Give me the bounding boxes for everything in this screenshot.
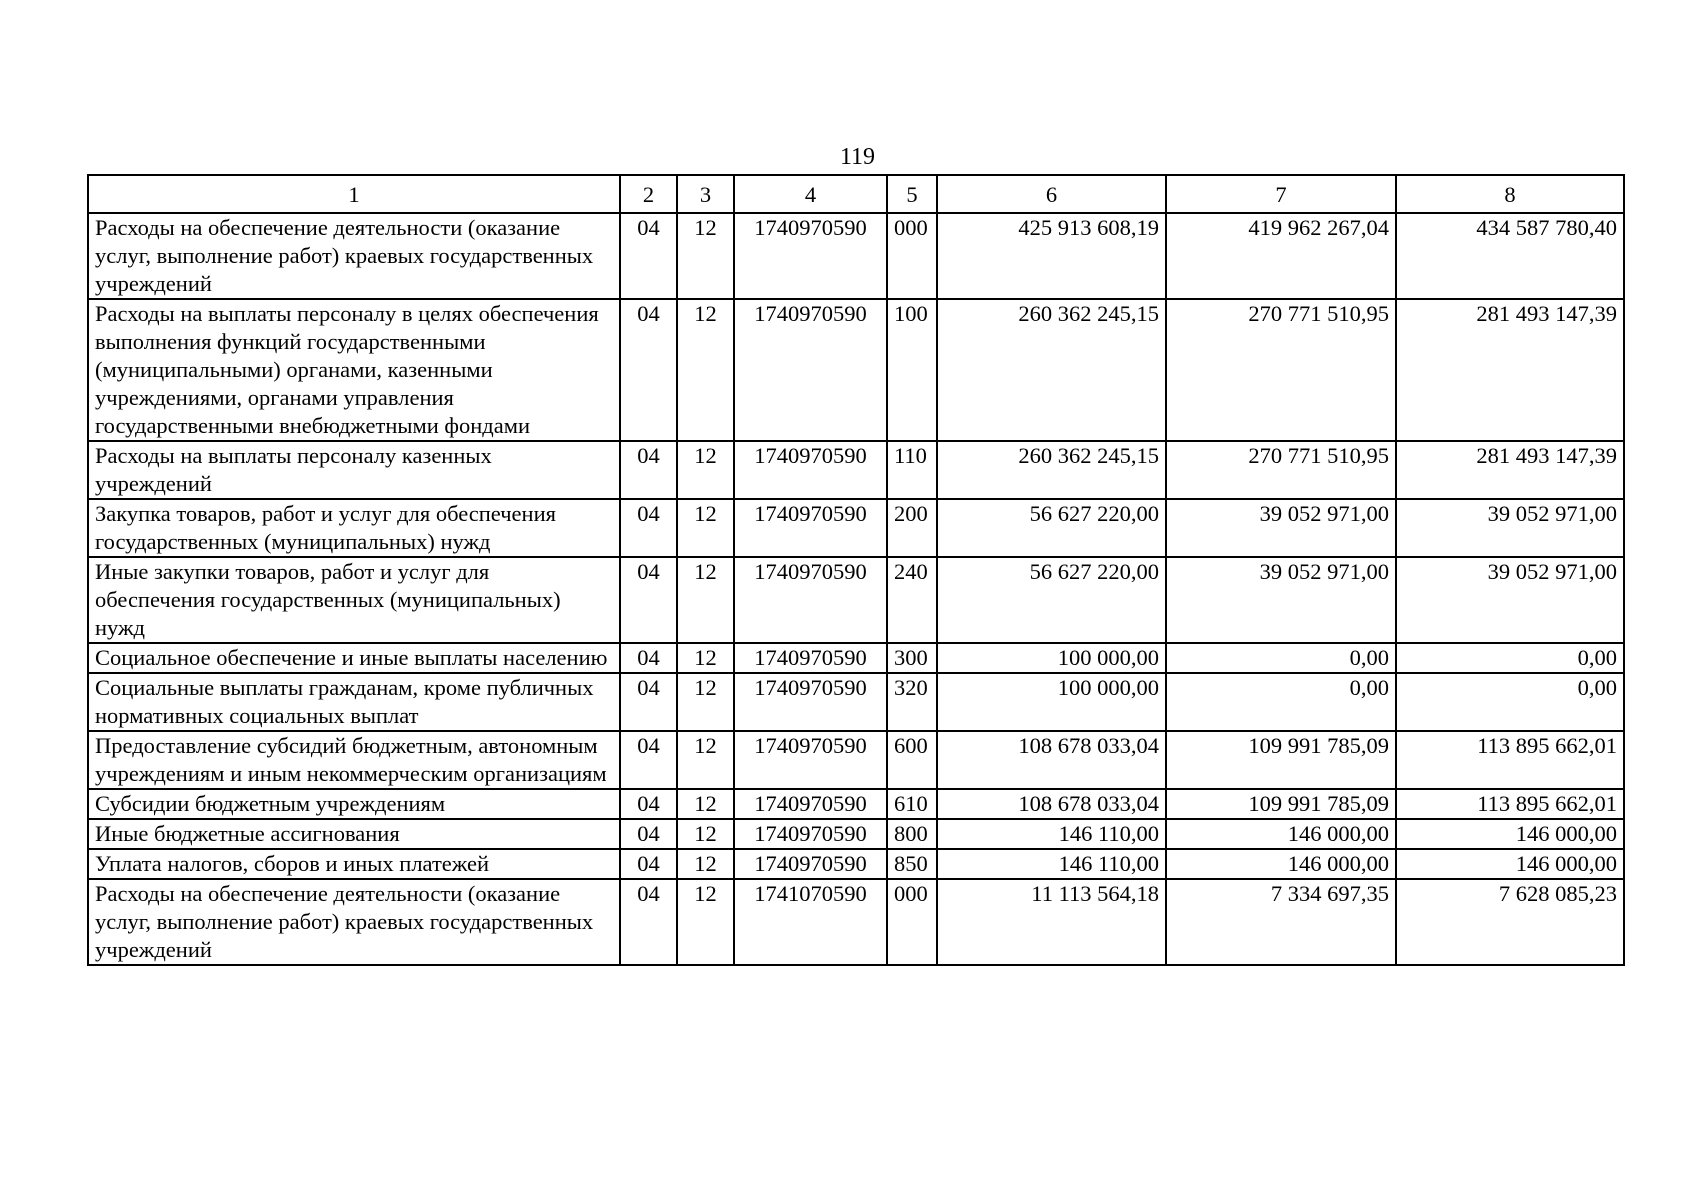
expense-type-cell: 100 xyxy=(887,299,937,441)
expense-name-cell: Субсидии бюджетным учреждениям xyxy=(88,789,620,819)
column-header: 8 xyxy=(1396,175,1624,213)
amount-cell: 425 913 608,19 xyxy=(937,213,1166,299)
section-code-cell: 04 xyxy=(620,673,677,731)
expense-type-cell: 600 xyxy=(887,731,937,789)
target-article-cell: 1740970590 xyxy=(734,819,887,849)
expense-name-cell: Расходы на обеспечение деятельности (оказание услуг, выполнение работ) краевых государственных учреждений xyxy=(88,213,620,299)
amount-cell: 260 362 245,15 xyxy=(937,299,1166,441)
amount-cell: 39 052 971,00 xyxy=(1396,499,1624,557)
expense-type-cell: 300 xyxy=(887,643,937,673)
expense-type-cell: 110 xyxy=(887,441,937,499)
amount-cell: 109 991 785,09 xyxy=(1166,731,1396,789)
subsection-code-cell: 12 xyxy=(677,557,734,643)
amount-cell: 109 991 785,09 xyxy=(1166,789,1396,819)
table-row xyxy=(88,673,1624,731)
amount-cell: 39 052 971,00 xyxy=(1166,499,1396,557)
page-number: 119 xyxy=(839,144,876,170)
amount-cell: 146 000,00 xyxy=(1166,819,1396,849)
expense-type-cell: 000 xyxy=(887,879,937,965)
amount-cell: 0,00 xyxy=(1166,673,1396,731)
target-article-cell: 1740970590 xyxy=(734,849,887,879)
table-row xyxy=(88,213,1624,299)
section-code-cell: 04 xyxy=(620,213,677,299)
subsection-code-cell: 12 xyxy=(677,213,734,299)
section-code-cell: 04 xyxy=(620,819,677,849)
table-row xyxy=(88,849,1624,879)
column-header: 1 xyxy=(88,175,620,213)
target-article-cell: 1740970590 xyxy=(734,299,887,441)
section-code-cell: 04 xyxy=(620,879,677,965)
amount-cell: 146 110,00 xyxy=(937,819,1166,849)
section-code-cell: 04 xyxy=(620,499,677,557)
amount-cell: 56 627 220,00 xyxy=(937,557,1166,643)
expense-type-cell: 850 xyxy=(887,849,937,879)
subsection-code-cell: 12 xyxy=(677,673,734,731)
target-article-cell: 1740970590 xyxy=(734,643,887,673)
table-row xyxy=(88,731,1624,789)
amount-cell: 419 962 267,04 xyxy=(1166,213,1396,299)
table-row xyxy=(88,299,1624,441)
section-code-cell: 04 xyxy=(620,643,677,673)
subsection-code-cell: 12 xyxy=(677,299,734,441)
table-row xyxy=(88,819,1624,849)
amount-cell: 11 113 564,18 xyxy=(937,879,1166,965)
subsection-code-cell: 12 xyxy=(677,499,734,557)
amount-cell: 146 000,00 xyxy=(1166,849,1396,879)
subsection-code-cell: 12 xyxy=(677,849,734,879)
expense-name-cell: Предоставление субсидий бюджетным, автономным учреждениям и иным некоммерческим организациям xyxy=(88,731,620,789)
expense-name-cell: Закупка товаров, работ и услуг для обеспечения государственных (муниципальных) нужд xyxy=(88,499,620,557)
amount-cell: 146 110,00 xyxy=(937,849,1166,879)
expense-type-cell: 200 xyxy=(887,499,937,557)
expense-name-cell: Иные бюджетные ассигнования xyxy=(88,819,620,849)
amount-cell: 39 052 971,00 xyxy=(1166,557,1396,643)
section-code-cell: 04 xyxy=(620,441,677,499)
column-header: 4 xyxy=(734,175,887,213)
amount-cell: 270 771 510,95 xyxy=(1166,441,1396,499)
expense-type-cell: 800 xyxy=(887,819,937,849)
amount-cell: 108 678 033,04 xyxy=(937,789,1166,819)
amount-cell: 146 000,00 xyxy=(1396,849,1624,879)
amount-cell: 260 362 245,15 xyxy=(937,441,1166,499)
amount-cell: 281 493 147,39 xyxy=(1396,299,1624,441)
expense-type-cell: 320 xyxy=(887,673,937,731)
table-row xyxy=(88,643,1624,673)
section-code-cell: 04 xyxy=(620,557,677,643)
amount-cell: 7 334 697,35 xyxy=(1166,879,1396,965)
expense-type-cell: 610 xyxy=(887,789,937,819)
target-article-cell: 1740970590 xyxy=(734,673,887,731)
target-article-cell: 1740970590 xyxy=(734,557,887,643)
table-row xyxy=(88,499,1624,557)
amount-cell: 100 000,00 xyxy=(937,673,1166,731)
target-article-cell: 1740970590 xyxy=(734,441,887,499)
expense-name-cell: Расходы на выплаты персоналу казенных учреждений xyxy=(88,441,620,499)
amount-cell: 100 000,00 xyxy=(937,643,1166,673)
amount-cell: 113 895 662,01 xyxy=(1396,731,1624,789)
column-header: 3 xyxy=(677,175,734,213)
section-code-cell: 04 xyxy=(620,299,677,441)
table-row xyxy=(88,557,1624,643)
amount-cell: 270 771 510,95 xyxy=(1166,299,1396,441)
target-article-cell: 1740970590 xyxy=(734,789,887,819)
subsection-code-cell: 12 xyxy=(677,789,734,819)
subsection-code-cell: 12 xyxy=(677,731,734,789)
amount-cell: 434 587 780,40 xyxy=(1396,213,1624,299)
table-row xyxy=(88,441,1624,499)
target-article-cell: 1741070590 xyxy=(734,879,887,965)
target-article-cell: 1740970590 xyxy=(734,499,887,557)
amount-cell: 56 627 220,00 xyxy=(937,499,1166,557)
table-body xyxy=(88,213,1624,965)
amount-cell: 113 895 662,01 xyxy=(1396,789,1624,819)
amount-cell: 146 000,00 xyxy=(1396,819,1624,849)
amount-cell: 7 628 085,23 xyxy=(1396,879,1624,965)
amount-cell: 39 052 971,00 xyxy=(1396,557,1624,643)
column-header: 6 xyxy=(937,175,1166,213)
expense-name-cell: Социальные выплаты гражданам, кроме публичных нормативных социальных выплат xyxy=(88,673,620,731)
section-code-cell: 04 xyxy=(620,731,677,789)
amount-cell: 0,00 xyxy=(1396,643,1624,673)
subsection-code-cell: 12 xyxy=(677,441,734,499)
target-article-cell: 1740970590 xyxy=(734,731,887,789)
expense-type-cell: 000 xyxy=(887,213,937,299)
subsection-code-cell: 12 xyxy=(677,643,734,673)
expense-name-cell: Расходы на обеспечение деятельности (оказание услуг, выполнение работ) краевых государственных учреждений xyxy=(88,879,620,965)
budget-table xyxy=(87,174,1625,966)
target-article-cell: 1740970590 xyxy=(734,213,887,299)
section-code-cell: 04 xyxy=(620,789,677,819)
expense-name-cell: Иные закупки товаров, работ и услуг для обеспечения государственных (муниципальных) нужд xyxy=(88,557,620,643)
amount-cell: 108 678 033,04 xyxy=(937,731,1166,789)
column-header: 7 xyxy=(1166,175,1396,213)
expense-name-cell: Социальное обеспечение и иные выплаты населению xyxy=(88,643,620,673)
table-row xyxy=(88,789,1624,819)
subsection-code-cell: 12 xyxy=(677,819,734,849)
expense-type-cell: 240 xyxy=(887,557,937,643)
column-header: 5 xyxy=(887,175,937,213)
section-code-cell: 04 xyxy=(620,849,677,879)
expense-name-cell: Расходы на выплаты персоналу в целях обеспечения выполнения функций государственными (муниципальными) органами, казенными учреждениями, органами управления государственными внебюджетными фондами xyxy=(88,299,620,441)
amount-cell: 0,00 xyxy=(1166,643,1396,673)
amount-cell: 281 493 147,39 xyxy=(1396,441,1624,499)
amount-cell: 0,00 xyxy=(1396,673,1624,731)
column-header: 2 xyxy=(620,175,677,213)
table-row xyxy=(88,879,1624,965)
subsection-code-cell: 12 xyxy=(677,879,734,965)
expense-name-cell: Уплата налогов, сборов и иных платежей xyxy=(88,849,620,879)
header-row xyxy=(88,175,1624,213)
